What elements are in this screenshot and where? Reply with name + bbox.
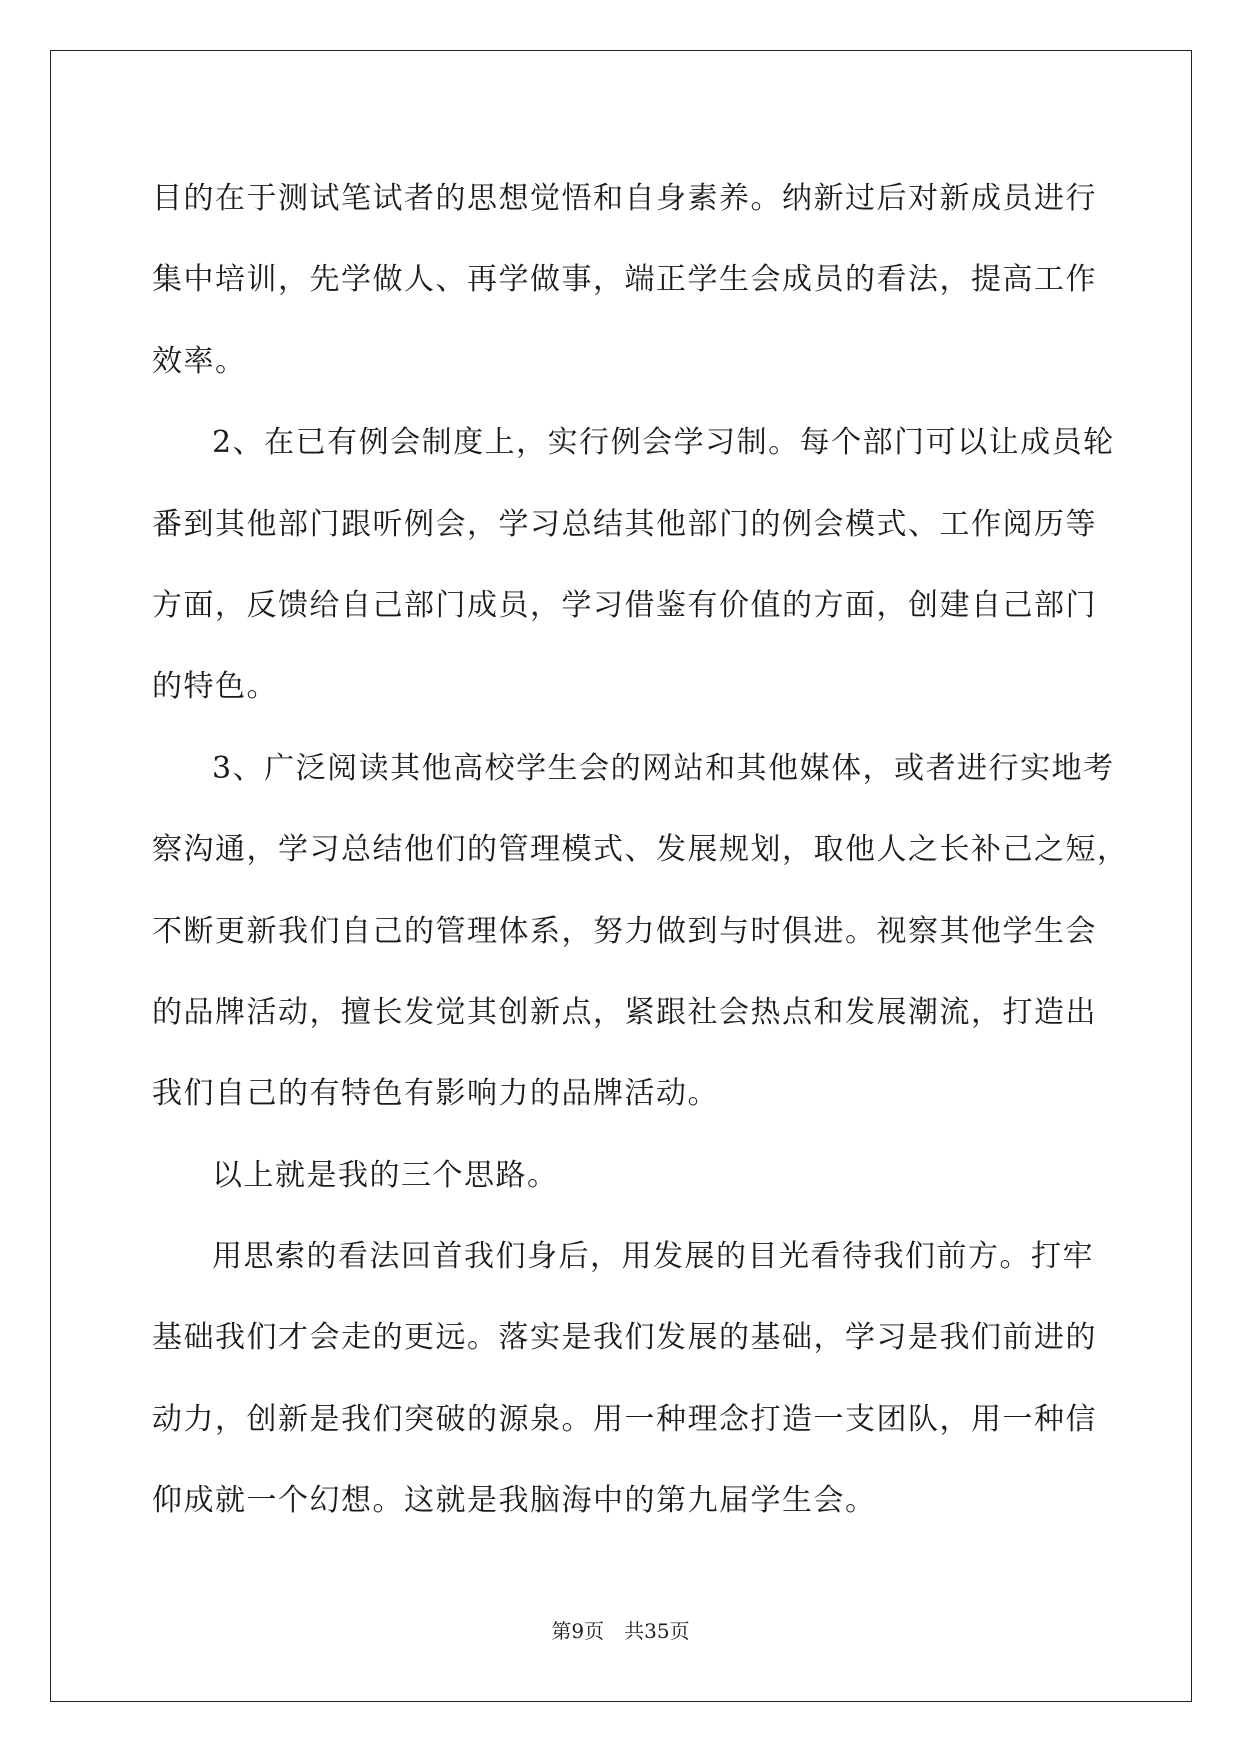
page-footer <box>0 1615 1241 1644</box>
text-line-15: 基础我们才会走的更远。落实是我们发展的基础，学习是我们前进的 <box>152 1320 1097 1356</box>
text-line-1: 目的在于测试笔试者的思想觉悟和自身素养。纳新过后对新成员进行 <box>152 181 1097 216</box>
text-line-7: 的特色。 <box>152 669 278 705</box>
text-line-16: 动力，创新是我们突破的源泉。用一种理念打造一支团队，用一种信 <box>152 1401 1097 1437</box>
text-line-12: 我们自己的有特色有影响力的品牌活动。 <box>152 1076 719 1112</box>
text-line-14: 用思索的看法回首我们身后，用发展的目光看待我们前方。打牢 <box>212 1239 1094 1275</box>
text-line-5: 番到其他部门跟听例会，学习总结其他部门的例会模式、工作阅历等 <box>152 506 1097 542</box>
text-line-6: 方面，反馈给自己部门成员，学习借鉴有价值的方面，创建自己部门 <box>152 587 1097 623</box>
text-line-11: 的品牌活动，擅长发觉其创新点，紧跟社会热点和发展潮流，打造出 <box>152 994 1097 1030</box>
text-line-2: 集中培训，先学做人、再学做事，端正学生会成员的看法，提高工作 <box>152 262 1097 298</box>
text-line-17: 仰成就一个幻想。这就是我脑海中的第九届学生会。 <box>152 1483 877 1519</box>
text-line-3: 效率。 <box>152 343 247 379</box>
document-body <box>152 158 1129 1542</box>
page-number-label: 第9页 共35页 <box>551 1619 690 1643</box>
text-line-10: 不断更新我们自己的管理体系，努力做到与时俱进。视察其他学生会 <box>152 913 1097 949</box>
text-line-4: 2、在已有例会制度上，实行例会学习制。每个部门可以让成员轮 <box>212 425 1115 461</box>
text-line-8: 3、广泛阅读其他高校学生会的网站和其他媒体，或者进行实地考 <box>212 750 1115 786</box>
text-line-13: 以上就是我的三个思路。 <box>212 1157 559 1193</box>
text-line-9: 察沟通，学习总结他们的管理模式、发展规划，取他人之长补己之短， <box>152 832 1129 868</box>
